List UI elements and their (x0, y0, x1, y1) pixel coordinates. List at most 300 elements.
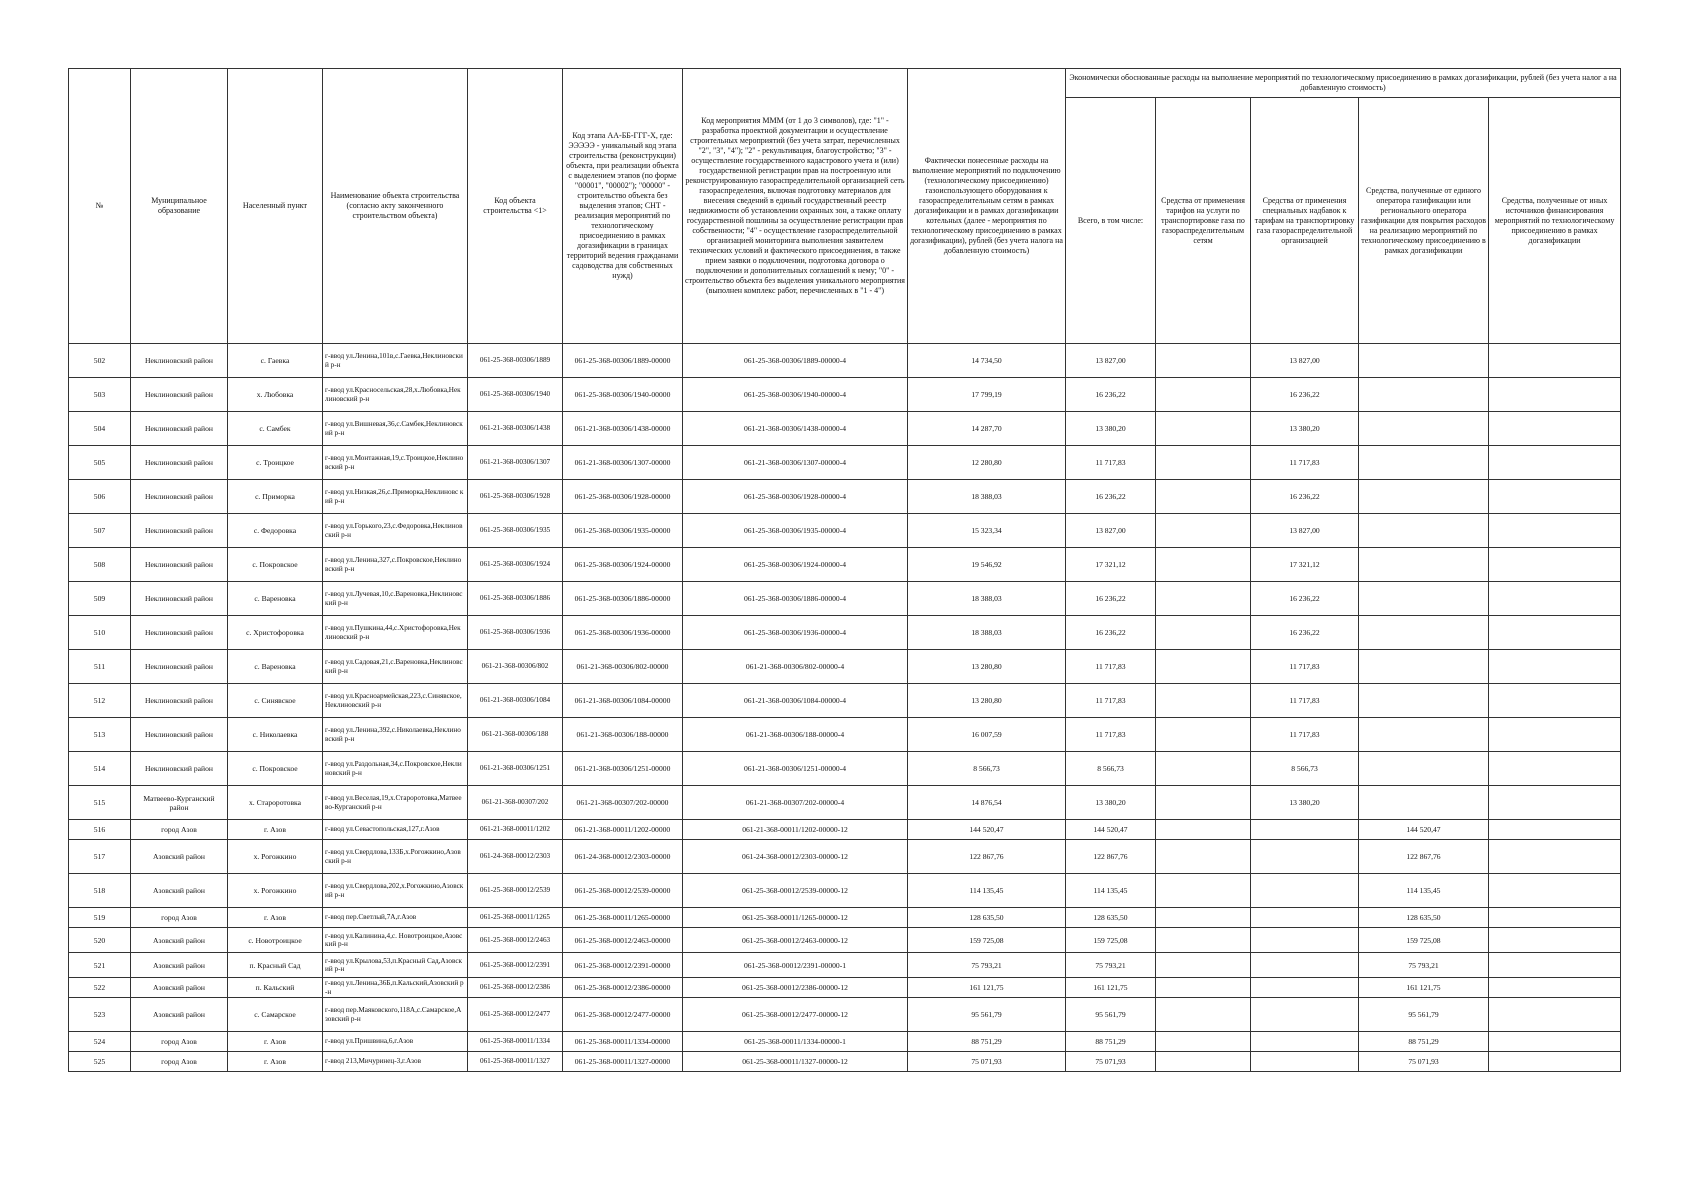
cell-num: 519 (69, 908, 131, 928)
cell-single-operator (1359, 616, 1489, 650)
cell-object-name: г-ввод ул.Пушкина,44,с.Христофоровка,Нек линовский р-н (323, 616, 468, 650)
cell-transport-tariff (1156, 874, 1251, 908)
cell-object-name: г-ввод ул.Монтажная,19,с.Троицкое,Неклино вский р-н (323, 446, 468, 480)
cell-special-markup: 13 827,00 (1251, 344, 1359, 378)
cell-transport-tariff (1156, 514, 1251, 548)
cell-settlement: с. Самбек (228, 412, 323, 446)
cell-municipality: Азовский район (131, 998, 228, 1032)
cell-single-operator: 128 635,50 (1359, 908, 1489, 928)
cell-object-name: г-ввод ул.Красносельская,28,х.Любовка,Нек линовский р-н (323, 378, 468, 412)
cell-total: 11 717,83 (1066, 446, 1156, 480)
cell-num: 513 (69, 718, 131, 752)
cell-single-operator: 88 751,29 (1359, 1032, 1489, 1052)
cell-settlement: с. Федоровка (228, 514, 323, 548)
cell-stage-code: 061-25-368-00012/2463-00000 (563, 928, 683, 953)
cell-object-name: г-ввод ул.Раздольная,34,с.Покровское,Некли новский р-н (323, 752, 468, 786)
cell-settlement: с. Николаевка (228, 718, 323, 752)
cell-actual-costs: 18 388,03 (908, 582, 1066, 616)
cell-other-sources (1489, 514, 1621, 548)
cell-event-code: 061-25-368-00306/1940-00000-4 (683, 378, 908, 412)
cell-single-operator (1359, 786, 1489, 820)
cell-num: 514 (69, 752, 131, 786)
cell-other-sources (1489, 928, 1621, 953)
cell-special-markup: 16 236,22 (1251, 480, 1359, 514)
cell-object-code: 061-21-368-00306/1251 (468, 752, 563, 786)
cell-settlement: с. Христофоровка (228, 616, 323, 650)
cell-actual-costs: 14 734,50 (908, 344, 1066, 378)
cell-stage-code: 061-25-368-00306/1924-00000 (563, 548, 683, 582)
cell-other-sources (1489, 840, 1621, 874)
cell-special-markup: 11 717,83 (1251, 718, 1359, 752)
cell-event-code: 061-21-368-00306/1084-00000-4 (683, 684, 908, 718)
cell-transport-tariff (1156, 1052, 1251, 1072)
header-single-operator: Средства, полученные от единого оператора газификации или регионального оператора газификации для покрытия расходов на реализацию мероприятий по технологическому присоединению в рамках догазификации (1359, 98, 1489, 344)
cell-settlement: с. Приморка (228, 480, 323, 514)
cell-special-markup (1251, 1032, 1359, 1052)
cell-municipality: город Азов (131, 820, 228, 840)
cell-single-operator: 144 520,47 (1359, 820, 1489, 840)
cell-object-code: 061-25-368-00012/2386 (468, 978, 563, 998)
cell-object-code: 061-25-368-00306/1928 (468, 480, 563, 514)
cell-other-sources (1489, 1052, 1621, 1072)
cell-object-name: г-ввод ул.Крылова,53,п.Красный Сад,Азовский р-н (323, 953, 468, 978)
cell-municipality: город Азов (131, 1032, 228, 1052)
table-row (69, 344, 1621, 378)
cell-transport-tariff (1156, 1032, 1251, 1052)
cell-stage-code: 061-25-368-00011/1327-00000 (563, 1052, 683, 1072)
header-stage-code: Код этапа АА-ББ-ГГГ-Х, где: ЭЭЭЭЭ - уникальный код этапа строительства (реконструкции) объекта, при реализации объекта с выделением этапов (по форме "00001", "00002"); "00000" - строительство объекта без выделения этапов; СНТ - реализация мероприятий по технологическому присоединению в рамках догазификации в границах территорий ведения гражданами садоводства для собственных нужд) (563, 69, 683, 344)
cell-object-code: 061-25-368-00012/2463 (468, 928, 563, 953)
cell-special-markup: 13 827,00 (1251, 514, 1359, 548)
cell-stage-code: 061-25-368-00011/1334-00000 (563, 1032, 683, 1052)
cell-special-markup (1251, 1052, 1359, 1072)
cell-other-sources (1489, 908, 1621, 928)
cell-municipality: Азовский район (131, 953, 228, 978)
table-row (69, 616, 1621, 650)
cell-single-operator: 114 135,45 (1359, 874, 1489, 908)
cell-event-code: 061-25-368-00011/1334-00000-1 (683, 1032, 908, 1052)
cell-object-name: г-ввод ул.Красноармейская,223,с.Синявское, Неклиновский р-н (323, 684, 468, 718)
cell-other-sources (1489, 874, 1621, 908)
cell-actual-costs: 19 546,92 (908, 548, 1066, 582)
cell-event-code: 061-21-368-00307/202-00000-4 (683, 786, 908, 820)
cell-num: 523 (69, 998, 131, 1032)
cell-object-code: 061-21-368-00307/202 (468, 786, 563, 820)
cell-num: 524 (69, 1032, 131, 1052)
cell-object-code: 061-25-368-00011/1327 (468, 1052, 563, 1072)
cell-num: 506 (69, 480, 131, 514)
cell-total: 16 236,22 (1066, 378, 1156, 412)
cell-municipality: город Азов (131, 908, 228, 928)
header-other-sources: Средства, полученные от иных источников финансирования мероприятий по технологическому присоединению в рамках догазификации (1489, 98, 1621, 344)
cell-event-code: 061-21-368-00306/1438-00000-4 (683, 412, 908, 446)
cell-actual-costs: 144 520,47 (908, 820, 1066, 840)
cell-other-sources (1489, 998, 1621, 1032)
cell-other-sources (1489, 978, 1621, 998)
cell-municipality: Неклиновский район (131, 684, 228, 718)
cell-event-code: 061-25-368-00306/1928-00000-4 (683, 480, 908, 514)
cell-special-markup (1251, 874, 1359, 908)
cell-settlement: с. Покровское (228, 752, 323, 786)
cell-event-code: 061-25-368-00011/1265-00000-12 (683, 908, 908, 928)
table-row (69, 582, 1621, 616)
cell-municipality: Неклиновский район (131, 718, 228, 752)
cell-special-markup: 16 236,22 (1251, 378, 1359, 412)
cell-settlement: п. Кальский (228, 978, 323, 998)
cell-other-sources (1489, 752, 1621, 786)
cell-object-code: 061-24-368-00012/2303 (468, 840, 563, 874)
cell-stage-code: 061-21-368-00306/188-00000 (563, 718, 683, 752)
cell-object-name: г-ввод ул.Вишневая,36,с.Самбек,Неклиновск ий р-н (323, 412, 468, 446)
cell-single-operator (1359, 480, 1489, 514)
cell-total: 159 725,08 (1066, 928, 1156, 953)
cell-total: 95 561,79 (1066, 998, 1156, 1032)
cell-object-name: г-ввод пер.Светлый,7А,г.Азов (323, 908, 468, 928)
cell-transport-tariff (1156, 928, 1251, 953)
cell-transport-tariff (1156, 616, 1251, 650)
cell-object-name: г-ввод ул.Калинина,4,с. Новотроицкое,Азовский р-н (323, 928, 468, 953)
cell-num: 510 (69, 616, 131, 650)
cell-municipality: Неклиновский район (131, 412, 228, 446)
cell-event-code: 061-25-368-00012/2539-00000-12 (683, 874, 908, 908)
cell-stage-code: 061-25-368-00306/1886-00000 (563, 582, 683, 616)
cell-transport-tariff (1156, 718, 1251, 752)
table-row (69, 820, 1621, 840)
cell-num: 522 (69, 978, 131, 998)
cell-municipality: Неклиновский район (131, 514, 228, 548)
cell-num: 512 (69, 684, 131, 718)
cell-actual-costs: 114 135,45 (908, 874, 1066, 908)
cell-other-sources (1489, 480, 1621, 514)
cell-num: 502 (69, 344, 131, 378)
cell-object-code: 061-25-368-00306/1924 (468, 548, 563, 582)
cell-transport-tariff (1156, 650, 1251, 684)
table-row (69, 874, 1621, 908)
table-row (69, 1052, 1621, 1072)
cell-transport-tariff (1156, 908, 1251, 928)
cell-object-code: 061-25-368-00306/1935 (468, 514, 563, 548)
cell-total: 11 717,83 (1066, 684, 1156, 718)
cell-municipality: Неклиновский район (131, 378, 228, 412)
cell-other-sources (1489, 616, 1621, 650)
cell-total: 122 867,76 (1066, 840, 1156, 874)
table-row (69, 1032, 1621, 1052)
cell-settlement: г. Азов (228, 1052, 323, 1072)
header-settlement: Населенный пункт (228, 69, 323, 344)
cell-stage-code: 061-25-368-00012/2539-00000 (563, 874, 683, 908)
cell-total: 128 635,50 (1066, 908, 1156, 928)
cell-total: 75 071,93 (1066, 1052, 1156, 1072)
cell-object-code: 061-21-368-00011/1202 (468, 820, 563, 840)
cell-stage-code: 061-21-368-00307/202-00000 (563, 786, 683, 820)
cell-event-code: 061-21-368-00011/1202-00000-12 (683, 820, 908, 840)
cell-settlement: г. Азов (228, 908, 323, 928)
cell-special-markup: 16 236,22 (1251, 582, 1359, 616)
table-row (69, 514, 1621, 548)
cell-num: 516 (69, 820, 131, 840)
cell-event-code: 061-25-368-00011/1327-00000-12 (683, 1052, 908, 1072)
cell-event-code: 061-21-368-00306/188-00000-4 (683, 718, 908, 752)
cell-object-name: г-ввод ул.Ленина,392,с.Николаевка,Неклино вский р-н (323, 718, 468, 752)
cell-event-code: 061-25-368-00306/1889-00000-4 (683, 344, 908, 378)
cell-stage-code: 061-21-368-00306/1251-00000 (563, 752, 683, 786)
cell-object-name: г-ввод ул.Веселая,19,х.Староротовка,Матвее во-Курганский р-н (323, 786, 468, 820)
cell-num: 503 (69, 378, 131, 412)
table-row (69, 786, 1621, 820)
cell-transport-tariff (1156, 840, 1251, 874)
cell-other-sources (1489, 344, 1621, 378)
header-num: № (69, 69, 131, 344)
cell-total: 114 135,45 (1066, 874, 1156, 908)
cell-total: 88 751,29 (1066, 1032, 1156, 1052)
cell-settlement: п. Красный Сад (228, 953, 323, 978)
cell-object-name: г-ввод ул.Ленина,327,с.Покровское,Неклино вский р-н (323, 548, 468, 582)
cell-other-sources (1489, 953, 1621, 978)
cell-object-code: 061-21-368-00306/188 (468, 718, 563, 752)
cell-num: 504 (69, 412, 131, 446)
cell-num: 525 (69, 1052, 131, 1072)
table-row (69, 752, 1621, 786)
header-object-name: Наименование объекта строительства (согласно акту законченного строительством объекта) (323, 69, 468, 344)
cell-special-markup: 13 380,20 (1251, 412, 1359, 446)
cell-transport-tariff (1156, 378, 1251, 412)
cell-special-markup: 11 717,83 (1251, 650, 1359, 684)
cell-stage-code: 061-25-368-00011/1265-00000 (563, 908, 683, 928)
cell-other-sources (1489, 1032, 1621, 1052)
cell-other-sources (1489, 378, 1621, 412)
cell-other-sources (1489, 684, 1621, 718)
cell-stage-code: 061-25-368-00306/1935-00000 (563, 514, 683, 548)
cell-municipality: Азовский район (131, 978, 228, 998)
cell-single-operator (1359, 684, 1489, 718)
cell-actual-costs: 13 280,80 (908, 684, 1066, 718)
cell-stage-code: 061-21-368-00306/1084-00000 (563, 684, 683, 718)
cell-stage-code: 061-21-368-00306/1438-00000 (563, 412, 683, 446)
cell-transport-tariff (1156, 752, 1251, 786)
header-transport-tariff: Средства от применения тарифов на услуги по транспортировке газа по газораспределительным сетям (1156, 98, 1251, 344)
cell-single-operator (1359, 514, 1489, 548)
cell-transport-tariff (1156, 998, 1251, 1032)
cell-stage-code: 061-21-368-00306/1307-00000 (563, 446, 683, 480)
cell-event-code: 061-25-368-00306/1936-00000-4 (683, 616, 908, 650)
cell-municipality: Неклиновский район (131, 616, 228, 650)
table-header (69, 69, 1621, 344)
cell-total: 13 380,20 (1066, 412, 1156, 446)
data-table (68, 68, 1621, 1072)
cell-object-name: г-ввод ул.Пришвина,6,г.Азов (323, 1032, 468, 1052)
cell-single-operator (1359, 548, 1489, 582)
header-municipality: Муниципальное образование (131, 69, 228, 344)
cell-single-operator (1359, 650, 1489, 684)
cell-stage-code: 061-24-368-00012/2303-00000 (563, 840, 683, 874)
table-row (69, 953, 1621, 978)
cell-object-code: 061-25-368-00306/1936 (468, 616, 563, 650)
cell-single-operator (1359, 378, 1489, 412)
cell-other-sources (1489, 412, 1621, 446)
cell-total: 13 827,00 (1066, 344, 1156, 378)
cell-settlement: с. Вареновка (228, 650, 323, 684)
cell-other-sources (1489, 650, 1621, 684)
cell-event-code: 061-25-368-00012/2477-00000-12 (683, 998, 908, 1032)
cell-num: 507 (69, 514, 131, 548)
cell-stage-code: 061-25-368-00306/1940-00000 (563, 378, 683, 412)
cell-settlement: с. Синявское (228, 684, 323, 718)
cell-single-operator (1359, 344, 1489, 378)
cell-single-operator: 75 071,93 (1359, 1052, 1489, 1072)
cell-transport-tariff (1156, 820, 1251, 840)
cell-object-code: 061-21-368-00306/1307 (468, 446, 563, 480)
cell-total: 13 380,20 (1066, 786, 1156, 820)
cell-actual-costs: 14 876,54 (908, 786, 1066, 820)
cell-actual-costs: 14 287,70 (908, 412, 1066, 446)
cell-transport-tariff (1156, 446, 1251, 480)
cell-municipality: Азовский район (131, 928, 228, 953)
cell-settlement: х. Рогожкино (228, 840, 323, 874)
cell-object-code: 061-25-368-00012/2539 (468, 874, 563, 908)
cell-object-code: 061-25-368-00306/1889 (468, 344, 563, 378)
cell-total: 16 236,22 (1066, 616, 1156, 650)
cell-object-name: г-ввод ул.Горького,23,с.Федоровка,Неклинов ский р-н (323, 514, 468, 548)
cell-transport-tariff (1156, 953, 1251, 978)
cell-settlement: с. Гаевка (228, 344, 323, 378)
cell-num: 517 (69, 840, 131, 874)
table-row (69, 378, 1621, 412)
cell-total: 17 321,12 (1066, 548, 1156, 582)
cell-municipality: Неклиновский район (131, 344, 228, 378)
cell-transport-tariff (1156, 582, 1251, 616)
table-row (69, 978, 1621, 998)
cell-event-code: 061-25-368-00306/1924-00000-4 (683, 548, 908, 582)
cell-actual-costs: 18 388,03 (908, 616, 1066, 650)
cell-single-operator: 95 561,79 (1359, 998, 1489, 1032)
cell-event-code: 061-24-368-00012/2303-00000-12 (683, 840, 908, 874)
cell-total: 11 717,83 (1066, 650, 1156, 684)
cell-stage-code: 061-21-368-00306/802-00000 (563, 650, 683, 684)
cell-settlement: с. Самарское (228, 998, 323, 1032)
cell-other-sources (1489, 582, 1621, 616)
cell-single-operator (1359, 752, 1489, 786)
cell-event-code: 061-25-368-00306/1886-00000-4 (683, 582, 908, 616)
cell-single-operator (1359, 446, 1489, 480)
table-row (69, 840, 1621, 874)
cell-stage-code: 061-25-368-00012/2386-00000 (563, 978, 683, 998)
cell-object-name: г-ввод пер.Маяковского,118А,с.Самарское,А зовский р-н (323, 998, 468, 1032)
cell-actual-costs: 75 793,21 (908, 953, 1066, 978)
cell-settlement: с. Троицкое (228, 446, 323, 480)
cell-num: 505 (69, 446, 131, 480)
cell-stage-code: 061-21-368-00011/1202-00000 (563, 820, 683, 840)
cell-single-operator (1359, 582, 1489, 616)
cell-other-sources (1489, 548, 1621, 582)
cell-settlement: х. Староротовка (228, 786, 323, 820)
cell-actual-costs: 12 280,80 (908, 446, 1066, 480)
cell-special-markup: 11 717,83 (1251, 684, 1359, 718)
table-row (69, 548, 1621, 582)
cell-settlement: х. Рогожкино (228, 874, 323, 908)
cell-event-code: 061-25-368-00012/2391-00000-1 (683, 953, 908, 978)
cell-single-operator: 159 725,08 (1359, 928, 1489, 953)
cell-actual-costs: 17 799,19 (908, 378, 1066, 412)
cell-municipality: Неклиновский район (131, 446, 228, 480)
cell-stage-code: 061-25-368-00012/2391-00000 (563, 953, 683, 978)
cell-actual-costs: 16 007,59 (908, 718, 1066, 752)
cell-single-operator: 161 121,75 (1359, 978, 1489, 998)
cell-stage-code: 061-25-368-00306/1889-00000 (563, 344, 683, 378)
cell-total: 161 121,75 (1066, 978, 1156, 998)
cell-settlement: г. Азов (228, 1032, 323, 1052)
cell-event-code: 061-25-368-00012/2386-00000-12 (683, 978, 908, 998)
cell-special-markup (1251, 820, 1359, 840)
table-row (69, 908, 1621, 928)
cell-total: 144 520,47 (1066, 820, 1156, 840)
cell-single-operator: 122 867,76 (1359, 840, 1489, 874)
cell-settlement: х. Любовка (228, 378, 323, 412)
table-row (69, 650, 1621, 684)
cell-num: 521 (69, 953, 131, 978)
cell-object-name: г-ввод ул.Свердлова,133Б,х.Рогожкино,Азов ский р-н (323, 840, 468, 874)
cell-object-name: г-ввод ул.Низкая,26,с.Приморка,Неклиновс кий р-н (323, 480, 468, 514)
cell-actual-costs: 18 388,03 (908, 480, 1066, 514)
header-event-code: Код мероприятия МММ (от 1 до 3 символов), где: "1" - разработка проектной документации и осуществление строительных мероприятий (без учета затрат, перечисленных "2", "3", "4"); "2" - рекультивация, благоустройство; "3" - осуществление государственного кадастрового учета и (или) государственной регистрации прав на построенную или реконструированную газораспределительной организацией сеть газораспределения, включая подготовку материалов для внесения сведений в единый государственный реестр недвижимости об установлении охранных зон, а также оплату государственной пошлины за осуществление регистрации прав собственности; "4" - осуществление газораспределительной организацией мониторинга выполнения заявителем технических условий и фактического присоединения, в также прием заявки о подключении, подготовка договора о подключении и дополнительных соглашений к нему; "0" - строительство объекта без выделения уникального мероприятия (выполнен комплекс работ, перечисленных в "1 - 4") (683, 69, 908, 344)
cell-actual-costs: 15 323,34 (908, 514, 1066, 548)
header-special-markup: Средства от применения специальных надбавок к тарифам на транспортировку газа газораспределительной организацией (1251, 98, 1359, 344)
cell-num: 518 (69, 874, 131, 908)
cell-actual-costs: 95 561,79 (908, 998, 1066, 1032)
cell-actual-costs: 159 725,08 (908, 928, 1066, 953)
cell-total: 8 566,73 (1066, 752, 1156, 786)
header-actual-costs: Фактически понесенные расходы на выполнение мероприятий по подключению (технологическому присоединению) газоиспользующего оборудования к газораспределительным сетям в рамках догазификации и в рамках догазификации котельных (далее - мероприятия по технологическому присоединению в рамках догазификации), рублей (без учета налога на добавленную стоимость) (908, 69, 1066, 344)
table-row (69, 412, 1621, 446)
cell-other-sources (1489, 786, 1621, 820)
cell-special-markup (1251, 998, 1359, 1032)
cell-event-code: 061-21-368-00306/1251-00000-4 (683, 752, 908, 786)
cell-single-operator (1359, 412, 1489, 446)
cell-municipality: Неклиновский район (131, 650, 228, 684)
cell-stage-code: 061-25-368-00306/1936-00000 (563, 616, 683, 650)
cell-object-name: г-ввод ул.Ленина,36Б,п.Кальский,Азовский р-н (323, 978, 468, 998)
cell-single-operator: 75 793,21 (1359, 953, 1489, 978)
cell-object-code: 061-25-368-00012/2477 (468, 998, 563, 1032)
cell-actual-costs: 8 566,73 (908, 752, 1066, 786)
cell-special-markup (1251, 953, 1359, 978)
table-row (69, 480, 1621, 514)
cell-municipality: Неклиновский район (131, 548, 228, 582)
cell-object-code: 061-25-368-00306/1886 (468, 582, 563, 616)
cell-actual-costs: 128 635,50 (908, 908, 1066, 928)
cell-object-code: 061-25-368-00011/1265 (468, 908, 563, 928)
cell-municipality: Неклиновский район (131, 752, 228, 786)
cell-actual-costs: 161 121,75 (908, 978, 1066, 998)
cell-settlement: с. Новотроицкое (228, 928, 323, 953)
cell-transport-tariff (1156, 786, 1251, 820)
cell-object-name: г-ввод ул.Садовая,21,с.Вареновка,Неклиновс кий р-н (323, 650, 468, 684)
cell-num: 520 (69, 928, 131, 953)
cell-transport-tariff (1156, 344, 1251, 378)
cell-special-markup: 11 717,83 (1251, 446, 1359, 480)
table-body (69, 344, 1621, 1072)
cell-total: 16 236,22 (1066, 480, 1156, 514)
table-row (69, 684, 1621, 718)
cell-transport-tariff (1156, 978, 1251, 998)
cell-object-name: г-ввод ул.Свердлова,202,х.Рогожкино,Азовск ий р-н (323, 874, 468, 908)
cell-object-code: 061-25-368-00306/1940 (468, 378, 563, 412)
cell-object-name: г-ввод 213,Мичуринец-3,г.Азов (323, 1052, 468, 1072)
cell-special-markup (1251, 928, 1359, 953)
cell-actual-costs: 75 071,93 (908, 1052, 1066, 1072)
cell-event-code: 061-25-368-00306/1935-00000-4 (683, 514, 908, 548)
cell-municipality: Азовский район (131, 874, 228, 908)
cell-total: 16 236,22 (1066, 582, 1156, 616)
